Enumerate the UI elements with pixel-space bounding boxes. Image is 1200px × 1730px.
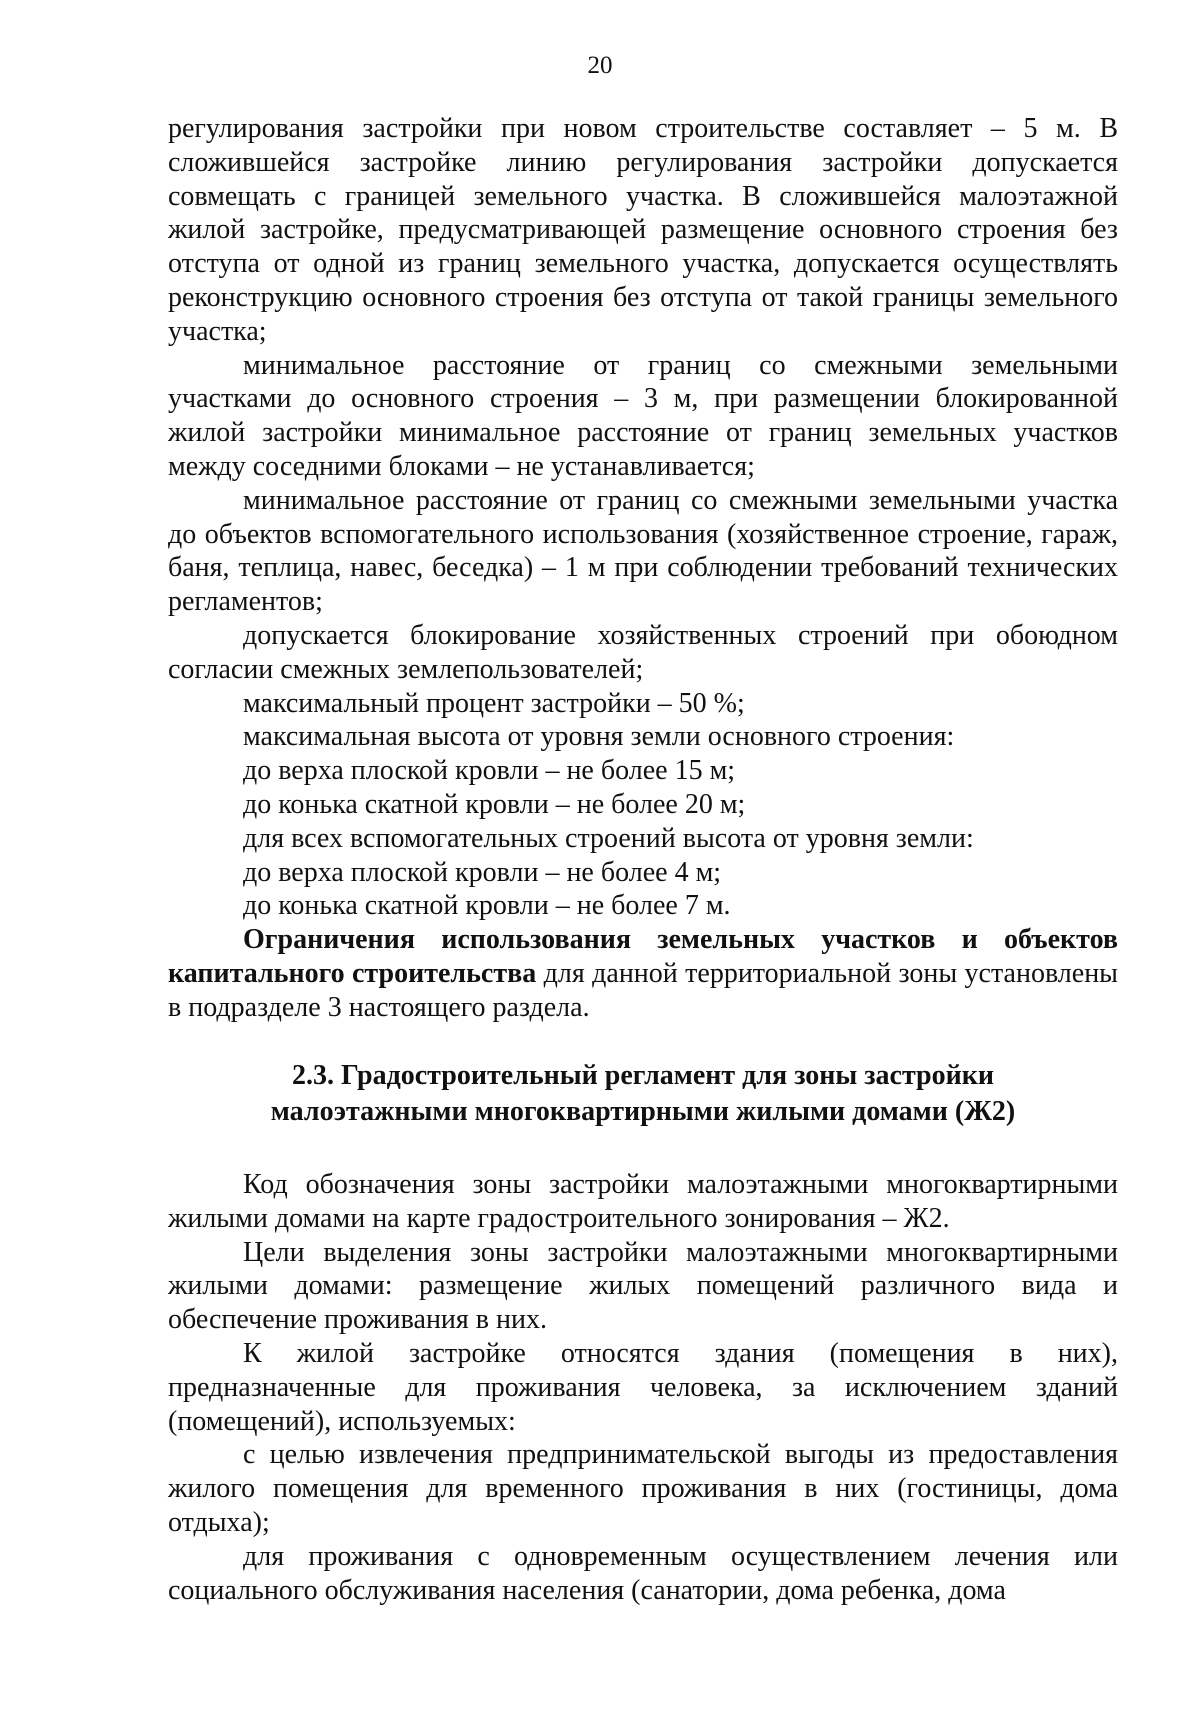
usage-restrictions-bold-lead: Ограничения использования земельных участков и объектов капитального строительства (168, 924, 1118, 989)
list-line-auxiliary-height: для всех вспомогательных строений высота от уровня земли: (243, 822, 974, 854)
regulations-text-block (168, 112, 1118, 1025)
paragraph-exception-commercial: с целью извлечения предпринимательской выгоды из предоставления жилого помещения для временного проживания в них (гостиницы, дома отдыха); (168, 1439, 1118, 1538)
list-line-flat-roof-main: до верха плоской кровли – не более 15 м; (243, 755, 736, 787)
list-line-max-coverage: максимальный процент застройки – 50 %; (243, 687, 745, 719)
zone-description-text-block (168, 1168, 1118, 1607)
page-number: 20 (587, 52, 613, 79)
paragraph-zone-code: Код обозначения зоны застройки малоэтажными многоквартирными жилыми домами на карте градостроительного зонирования – Ж2. (168, 1169, 1118, 1234)
paragraph-setback-rules: регулирования застройки при новом строительстве составляет – 5 м. В сложившейся застройке линию регулирования застройки допускается совмещать с границей земельного участка. В сложившейся малоэтажной жилой застройке, предусматривающей размещение основного строения без отступа от одной из границ земельного участка, допускается осуществлять реконструкцию основного строения без отступа от такой границы земельного участка; (168, 113, 1118, 347)
paragraph-usage-restrictions (168, 923, 1118, 1024)
section-heading-line-1: 2.3. Градостроительный регламент для зоны застройки (291, 1060, 995, 1091)
list-line-flat-roof-auxiliary: до верха плоской кровли – не более 4 м; (243, 856, 722, 888)
list-line-pitched-roof-auxiliary: до конька скатной кровли – не более 7 м. (243, 890, 731, 922)
paragraph-zone-goals: Цели выделения зоны застройки малоэтажными многоквартирными жилыми домами: размещение жилых помещений различного вида и обеспечение проживания в них. (168, 1236, 1118, 1336)
paragraph-blocking-outbuildings: допускается блокирование хозяйственных строений при обоюдном согласии смежных землепользователей; (168, 619, 1118, 685)
usage-restrictions-rest: для данной территориальной зоны установлены в подразделе 3 настоящего раздела. (168, 957, 1118, 1023)
list-line-max-height-main: максимальная высота от уровня земли основного строения: (243, 721, 955, 753)
section-heading-line-2: малоэтажными многоквартирными жилыми домами (Ж2) (270, 1096, 1016, 1127)
paragraph-main-building-distance: минимальное расстояние от границ со смежными земельными участками до основного строения – 3 м, при размещении блокированной жилой застройки минимальное расстояние от границ земельных участков между соседними блоками – не устанавливается; (168, 349, 1118, 482)
list-line-pitched-roof-main: до конька скатной кровли – не более 20 м; (243, 788, 746, 820)
paragraph-residential-definition: К жилой застройке относятся здания (помещения в них), предназначенные для проживания человека, за исключением зданий (помещений), используемых: (168, 1337, 1118, 1437)
section-heading (168, 1058, 1118, 1130)
paragraph-auxiliary-objects-distance: минимальное расстояние от границ со смежными земельными участка до объектов вспомогательного использования (хозяйственное строение, гараж, баня, теплица, навес, беседка) – 1 м при соблюдении требований технических регламентов; (168, 484, 1118, 618)
paragraph-exception-treatment: для проживания с одновременным осуществлением лечения или социального обслуживания населения (санатории, дома ребенка, дома (168, 1540, 1118, 1606)
